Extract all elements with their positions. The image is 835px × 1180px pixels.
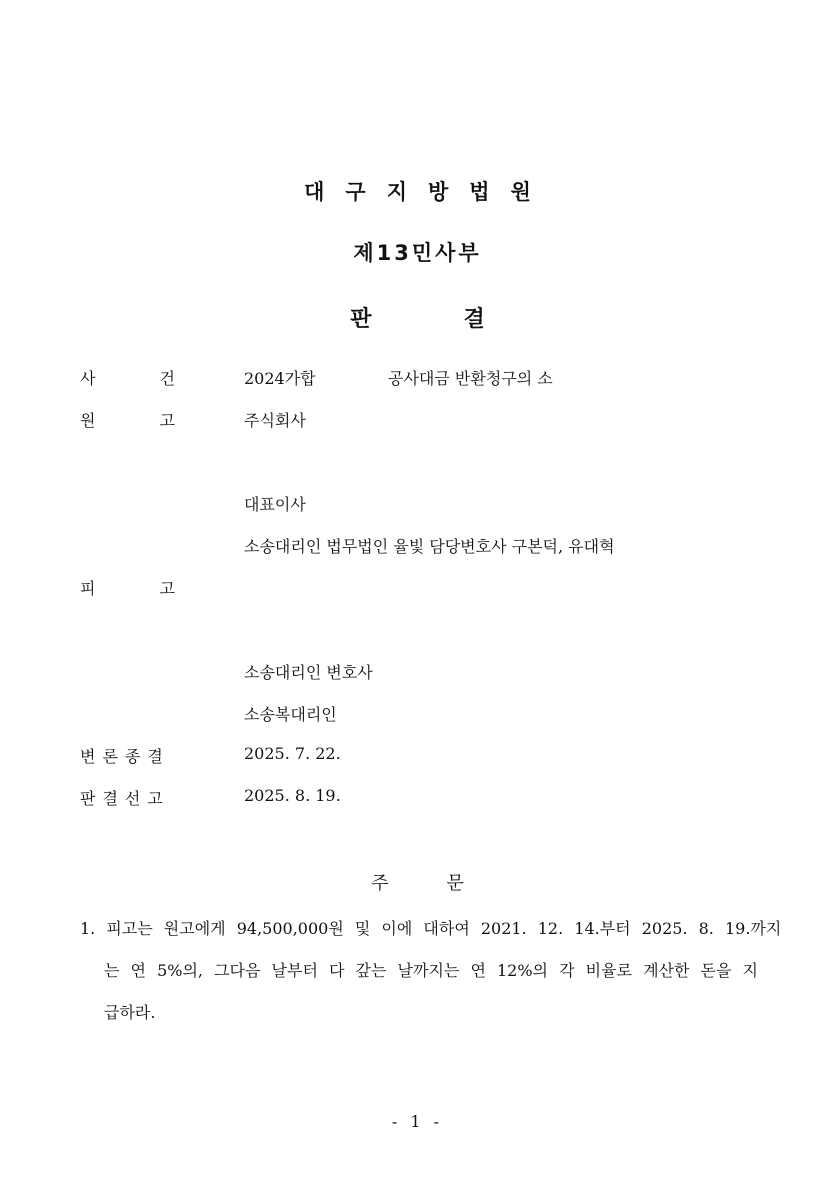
defendant-sub-counsel: 소송복대리인 xyxy=(244,705,337,724)
page-number: - 1 - xyxy=(391,1112,444,1131)
plaintiff-label: 원고 xyxy=(80,411,239,430)
court-name: 대구지방법원 xyxy=(304,180,552,204)
case-label: 사건 xyxy=(80,369,239,388)
case-number: 2024가합 xyxy=(244,369,316,388)
closing-label: 변론종결 xyxy=(80,747,170,766)
case-name: 공사대금 반환청구의 소 xyxy=(388,369,553,388)
order-item-1-line-2: 는 연 5%의, 그다음 날부터 다 갚는 날까지는 연 12%의 각 비율로 계산한 돈을 지 xyxy=(104,961,759,980)
sentence-date: 2025. 8. 19. xyxy=(244,786,341,805)
closing-date: 2025. 7. 22. xyxy=(244,744,341,763)
judgment-title: 판결 xyxy=(350,307,577,332)
order-item-1-line-1: 1. 피고는 원고에게 94,500,000원 및 이에 대하여 2021. 12. 14.부터 2025. 8. 19.까지 xyxy=(80,919,782,938)
division-name: 제13민사부 xyxy=(353,241,482,265)
defendant-label: 피고 xyxy=(80,579,239,598)
order-item-1-line-3: 급하라. xyxy=(104,1003,156,1022)
order-title: 주문 xyxy=(371,873,522,894)
plaintiff-name: 주식회사 xyxy=(244,411,306,430)
sentence-label: 판결선고 xyxy=(80,789,170,808)
plaintiff-representative: 대표이사 xyxy=(244,495,306,514)
defendant-counsel: 소송대리인 변호사 xyxy=(244,663,373,682)
plaintiff-counsel: 소송대리인 법무법인 율빛 담당변호사 구본덕, 유대혁 xyxy=(244,537,615,556)
